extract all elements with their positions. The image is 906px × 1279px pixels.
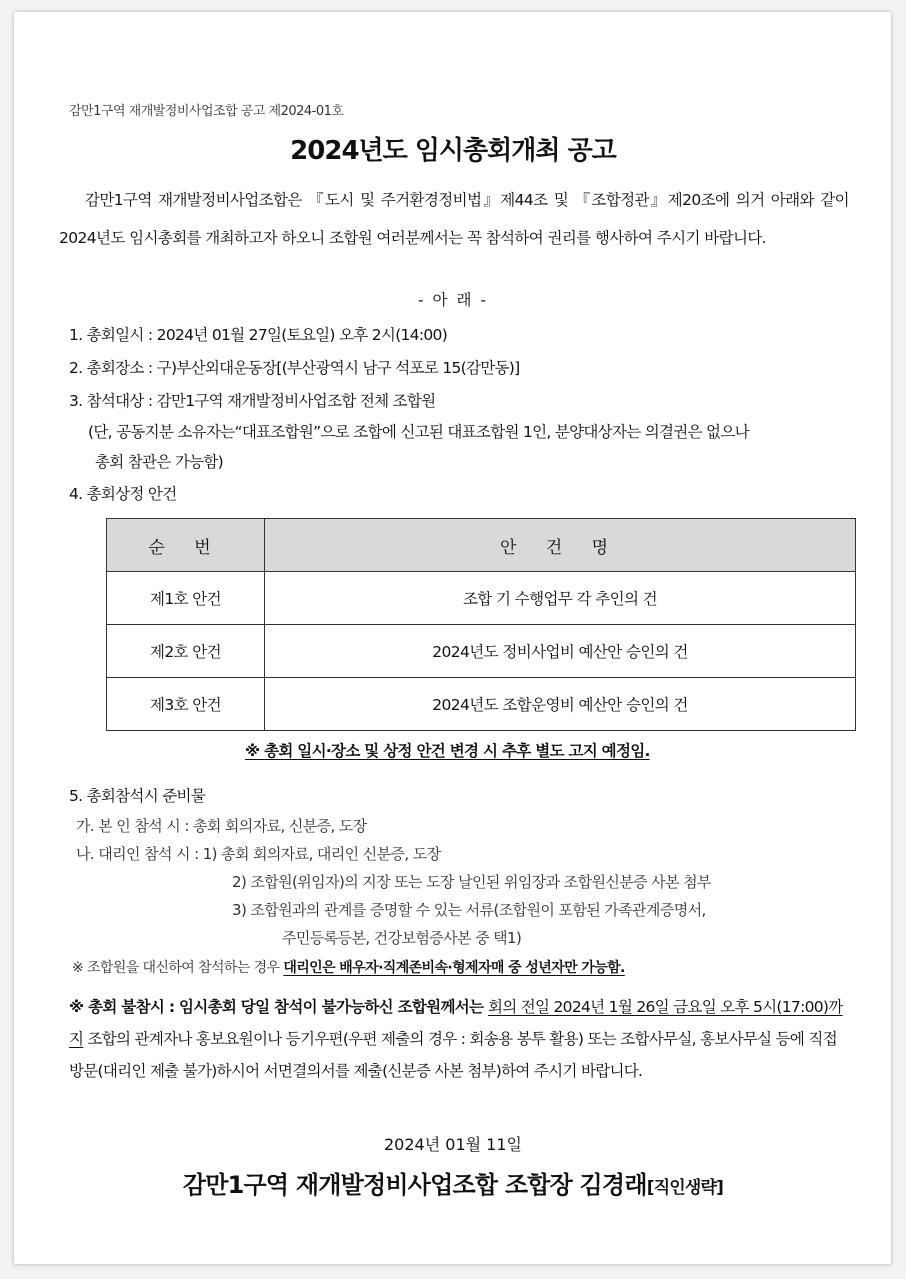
signer-name: 감만1구역 재개발정비사업조합 조합장 김경래	[182, 1171, 647, 1199]
below-label: - 아 래 -	[418, 291, 488, 309]
absence-paragraph	[69, 991, 844, 1087]
agenda-title: 2024년도 정비사업비 예산안 승인의 건	[265, 625, 856, 678]
absence-lead: ※ 총회 불참시 : 임시총회 당일 참석이 불가능하신 조합원께서는	[69, 998, 488, 1016]
prep-proxy-1: 나. 대리인 참석 시 : 1) 총회 회의자료, 대리인 신분증, 도장	[76, 845, 441, 863]
notice-date: 2024년 01월 11일	[384, 1135, 522, 1154]
attendees-note-line1: (단, 공동지분 소유자는“대표조합원”으로 조합에 신고된 대표조합원 1인, 분양대상자는 의결권은 없으나	[88, 423, 749, 441]
item-meeting-place: 2. 총회장소 : 구)부산외대운동장[(부산광역시 남구 석포로 15(감만동)]	[69, 359, 520, 377]
absence-body: 조합의 관계자나 홍보요원이나 등기우편(우편 제출의 경우 : 회송용 봉투 활용) 또는 조합사무실, 홍보사무실 등에 직접 방문(대리인 제출 불가)하시어 서면결의서를 제출(신분증 사본 첨부)하여 주시기 바랍니다.	[69, 1030, 837, 1080]
item-meeting-datetime: 1. 총회일시 : 2024년 01월 27일(토요일) 오후 2시(14:00)	[69, 326, 448, 344]
prep-proxy-3: 3) 조합원과의 관계를 증명할 수 있는 서류(조합원이 포함된 가족관계증명서,	[232, 901, 706, 919]
absence-deadline: 회의 전일 2024년 1월 26일 금요일 오후 5시(17:00)까지	[69, 998, 843, 1048]
prep-self: 가. 본 인 참석 시 : 총회 회의자료, 신분증, 도장	[76, 817, 367, 835]
agenda-number: 제3호 안건	[107, 678, 265, 731]
item-agenda-heading: 4. 총회상정 안건	[69, 485, 177, 503]
prep-heading: 5. 총회참석시 준비물	[69, 787, 206, 805]
prep-proxy-3-cont: 주민등록등본, 건강보험증사본 중 택1)	[282, 929, 522, 947]
agenda-title: 2024년도 조합운영비 예산안 승인의 건	[265, 678, 856, 731]
table-header-title: 안 건 명	[265, 519, 856, 572]
table-row	[107, 625, 856, 678]
attendees-note-line2: 총회 참관은 가능함)	[95, 453, 223, 471]
table-change-note: ※ 총회 일시·장소 및 상정 안건 변경 시 추후 별도 고지 예정임.	[245, 742, 650, 760]
table-header-number: 순 번	[107, 519, 265, 572]
prep-proxy-2: 2) 조합원(위임자)의 지장 또는 도장 날인된 위임장과 조합원신분증 사본 첨부	[232, 873, 711, 891]
table-row	[107, 678, 856, 731]
item-attendees: 3. 참석대상 : 감만1구역 재개발정비사업조합 전체 조합원	[69, 392, 436, 410]
agenda-title: 조합 기 수행업무 각 추인의 건	[265, 572, 856, 625]
proxy-eligibility-note	[72, 957, 625, 977]
agenda-number: 제2호 안건	[107, 625, 265, 678]
agenda-number: 제1호 안건	[107, 572, 265, 625]
proxy-note-prefix: ※ 조합원을 대신하여 참석하는 경우	[72, 960, 284, 976]
document-title: 2024년도 임시총회개최 공고	[290, 136, 616, 166]
agenda-table	[106, 518, 856, 731]
intro-paragraph: 감만1구역 재개발정비사업조합은 『도시 및 주거환경정비법』제44조 및 『조합정관』제20조에 의거 아래와 같이 2024년도 임시총회를 개최하고자 하오니 조합원 여러분께서는 꼭 참석하여 권리를 행사하여 주시기 바랍니다.	[59, 191, 849, 247]
document-number: 감만1구역 재개발정비사업조합 공고 제2024-01호	[69, 104, 344, 119]
seal-omitted: [직인생략]	[646, 1178, 724, 1198]
table-row	[107, 572, 856, 625]
proxy-note-emphasis: 대리인은 배우자·직계존비속·형제자매 중 성년자만 가능함.	[283, 960, 625, 976]
signer-line	[0, 1165, 906, 1200]
table-header-row	[107, 519, 856, 572]
